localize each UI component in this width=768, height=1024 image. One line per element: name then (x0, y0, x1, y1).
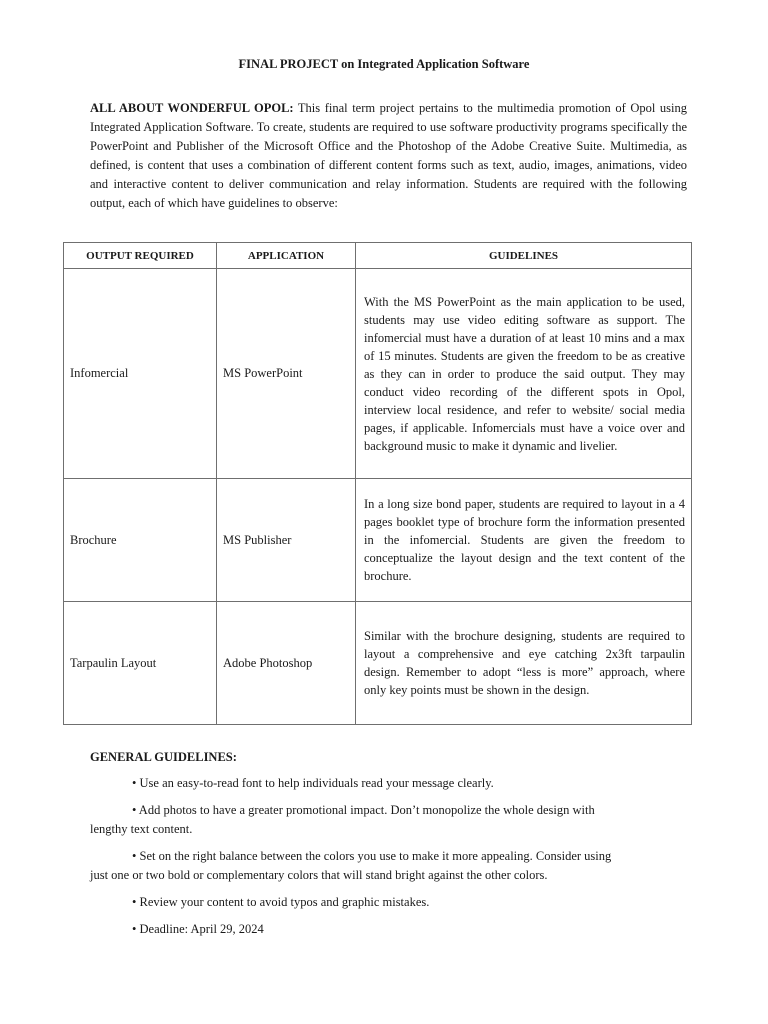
cell-application: MS Publisher (217, 479, 356, 602)
cell-application: Adobe Photoshop (217, 602, 356, 725)
cell-guidelines: Similar with the brochure designing, students are required to layout a comprehensive and eye catching 2x3ft tarpaulin design. Remember to adopt “less is more” approach, where only key points must be shown in the design. (356, 602, 692, 725)
list-item (132, 893, 687, 912)
list-item-text: • Review your content to avoid typos and graphic mistakes. (132, 895, 430, 909)
general-guidelines-heading: GENERAL GUIDELINES: (90, 750, 237, 764)
list-item-text: • Add photos to have a greater promotional impact. Don’t monopolize the whole design with (132, 803, 595, 817)
list-item-continuation: lengthy text content. (90, 822, 193, 836)
table-row (64, 602, 692, 725)
list-item (90, 847, 687, 885)
cell-output: Infomercial (64, 269, 217, 479)
list-item (132, 774, 687, 793)
intro-paragraph (90, 99, 687, 213)
table-row (64, 479, 692, 602)
list-item-text: • Deadline: April 29, 2024 (132, 922, 264, 936)
list-item-continuation: just one or two bold or complementary colors that will stand bright against the other colors. (90, 868, 548, 882)
requirements-table (63, 242, 692, 725)
list-item (90, 801, 687, 839)
document-title: FINAL PROJECT on Integrated Application Software (238, 57, 530, 71)
header-application: APPLICATION (217, 243, 356, 269)
list-item-text: • Use an easy-to-read font to help individuals read your message clearly. (132, 776, 494, 790)
table-row (64, 269, 692, 479)
table-header-row (64, 243, 692, 269)
cell-output: Brochure (64, 479, 217, 602)
cell-guidelines: In a long size bond paper, students are required to layout in a 4 pages booklet type of brochure form the information presented in the infomercial. Students are given the freedom to conceptualize the layout design and the text content of the brochure. (356, 479, 692, 602)
header-output-required: OUTPUT REQUIRED (64, 243, 217, 269)
cell-output: Tarpaulin Layout (64, 602, 217, 725)
intro-lead: ALL ABOUT WONDERFUL OPOL: (90, 101, 294, 115)
cell-guidelines: With the MS PowerPoint as the main application to be used, students may use video editing software as support. The infomercial must have a duration of at least 10 mins and a max of 15 minutes. Students are given the freedom to be as creative as they can in order to produce the said output. They may conduct video recording of the different spots in Opol, interview local residence, and refer to website/ social media pages, if applicable. Infomercials must have a voice over and background music to make it dynamic and livelier. (356, 269, 692, 479)
intro-text: This final term project pertains to the multimedia promotion of Opol using Integrated Application Software. To create, students are required to use software productivity programs specifically the PowerPoint and Publisher of the Microsoft Office and the Photoshop of the Adobe Creative Suite. Multimedia, as defined, is content that uses a combination of different content forms such as text, audio, images, animations, video and interactive content to deliver communication and relay information. Students are required with the following output, each of which have guidelines to observe: (90, 101, 688, 210)
list-item-text: • Set on the right balance between the colors you use to make it more appealing. Consider using (132, 849, 612, 863)
general-guidelines-list (90, 774, 687, 947)
header-guidelines: GUIDELINES (356, 243, 692, 269)
list-item (132, 920, 687, 939)
cell-application: MS PowerPoint (217, 269, 356, 479)
